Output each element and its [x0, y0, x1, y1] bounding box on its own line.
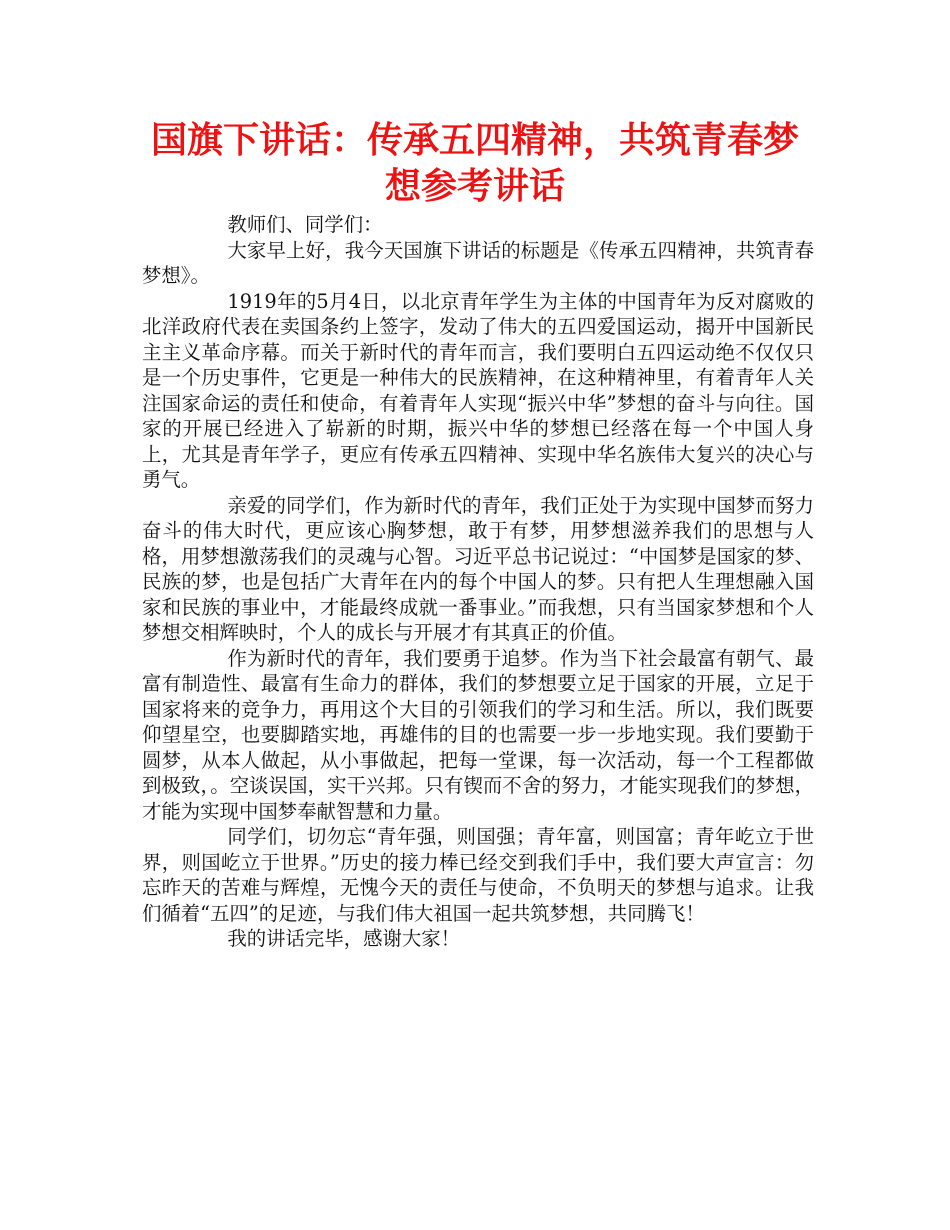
paragraph-closing: 我的讲话完毕，感谢大家！ — [227, 927, 461, 950]
paragraph-china-dream: 亲爱的同学们，作为新时代的青年，我们正处于为实现中国梦而努力奋斗的伟大时代，更应该心胸梦想，敢于有梦，用梦想滋养我们的思想与人格，用梦想激荡我们的灵魂与心智。习近平总书记说过：“中国梦是国家的梦、民族的梦，也是包括广大青年在内的每个中国人的梦。只有把人生理想融入国家和民族的事业中，才能最终成就一番事业。”而我想，只有当国家梦想和个人梦想交相辉映时，个人的成长与开展才有其真正的价值。 — [142, 493, 814, 644]
paragraph-salutation: 教师们、同学们： — [227, 213, 383, 236]
document-body — [142, 212, 814, 952]
page-title: 国旗下讲话：传承五四精神，共筑青春梦想参考讲话 — [150, 120, 799, 207]
paragraph-pursue-dream: 作为新时代的青年，我们要勇于追梦。作为当下社会最富有朝气、最富有制造性、最富有生命力的群体，我们的梦想要立足于国家的开展，立足于国家将来的竞争力，再用这个大目的引领我们的学习和生活。所以，我们既要仰望星空，也要脚踏实地，再雄伟的目的也需要一步一步地实现。我们要勤于圆梦，从本人做起，从小事做起，把每一堂课，每一次活动，每一个工程都做到极致，。空谈误国，实干兴邦。只有锲而不舍的努力，才能实现我们的梦想，才能为实现中国梦奉献智慧和力量。 — [142, 646, 814, 823]
paragraph-call-to-action: 同学们，切勿忘“青年强，则国强；青年富，则国富；青年屹立于世界，则国屹立于世界。”历史的接力棒已经交到我们手中，我们要大声宣言：勿忘昨天的苦难与辉煌，无愧今天的责任与使命，不负明天的梦想与追求。让我们循着“五四”的足迹，与我们伟大祖国一起共筑梦想，共同腾飞！ — [142, 825, 814, 925]
paragraph-greeting: 大家早上好，我今天国旗下讲话的标题是《传承五四精神，共筑青春梦想》。 — [142, 238, 814, 287]
paragraph-history: 1919年的5月4日，以北京青年学生为主体的中国青年为反对腐败的北洋政府代表在卖国条约上签字，发动了伟大的五四爱国运动，揭开中国新民主主义革命序幕。而关于新时代的青年而言，我们要明白五四运动绝不仅仅只是一个历史事件，它更是一种伟大的民族精神，在这种精神里，有着青年人关注国家命运的责任和使命，有着青年人实现“振兴中华”梦想的奋斗与向往。国家的开展已经进入了崭新的时期，振兴中华的梦想已经落在每一个中国人身上，尤其是青年学子，更应有传承五四精神、实现中华名族伟大复兴的决心与勇气。 — [142, 289, 814, 491]
